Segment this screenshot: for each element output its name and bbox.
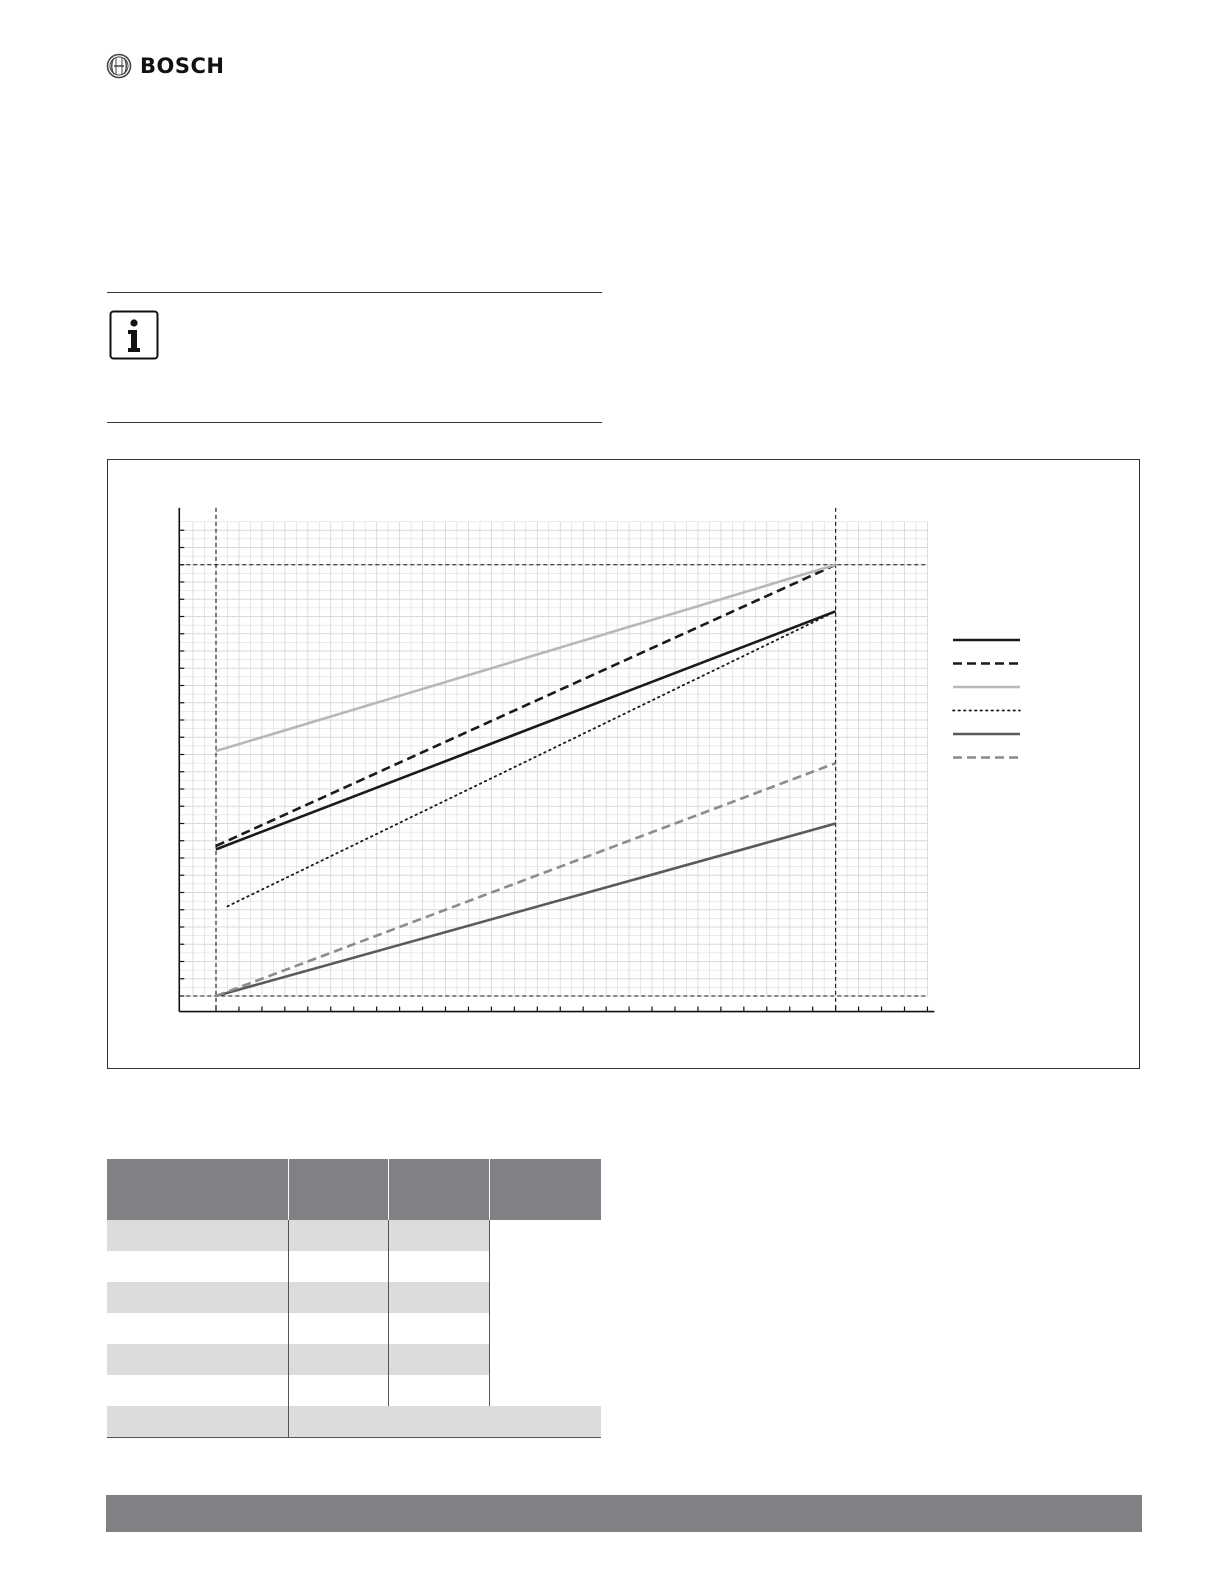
table-cell: [288, 1282, 388, 1313]
brand-name: BOSCH: [140, 54, 225, 78]
table-cell: [389, 1220, 489, 1251]
chart-reference-lines: [179, 508, 927, 1012]
table-cell: [107, 1282, 288, 1313]
table-cell: [389, 1251, 489, 1282]
footer-band: [106, 1495, 1142, 1532]
table-cell: [389, 1313, 489, 1344]
table-header-cell: [489, 1159, 601, 1220]
table-cell: [107, 1251, 288, 1282]
table-cell: [288, 1313, 388, 1344]
line-chart: [108, 460, 1141, 1070]
spec-table: [107, 1159, 601, 1438]
table-cell: [288, 1406, 601, 1438]
info-icon: [109, 310, 159, 360]
table-cell: [489, 1220, 601, 1406]
table-header-cell: [288, 1159, 388, 1220]
table-row: [107, 1406, 601, 1438]
chart-legend: [953, 640, 1020, 758]
chart-grid: [179, 522, 927, 996]
table-cell: [288, 1220, 388, 1251]
table-cell: [288, 1375, 388, 1406]
bosch-armature-icon: [106, 53, 132, 79]
table-cell: [288, 1251, 388, 1282]
table-row: [107, 1220, 601, 1251]
chart-axes: [179, 508, 934, 1012]
table-cell: [107, 1313, 288, 1344]
note-bottom-rule: [107, 422, 602, 423]
table-cell: [288, 1344, 388, 1375]
note-top-rule: [107, 292, 602, 293]
table-cell: [389, 1282, 489, 1313]
table-cell: [107, 1406, 288, 1438]
table-cell: [389, 1344, 489, 1375]
table-header-row: [107, 1159, 601, 1220]
table-cell: [107, 1220, 288, 1251]
table-cell: [107, 1344, 288, 1375]
figure-frame: [107, 459, 1140, 1069]
table-header-cell: [107, 1159, 288, 1220]
table-cell: [389, 1375, 489, 1406]
brand-logo: [106, 53, 224, 79]
table-header-cell: [389, 1159, 489, 1220]
table-cell: [107, 1375, 288, 1406]
